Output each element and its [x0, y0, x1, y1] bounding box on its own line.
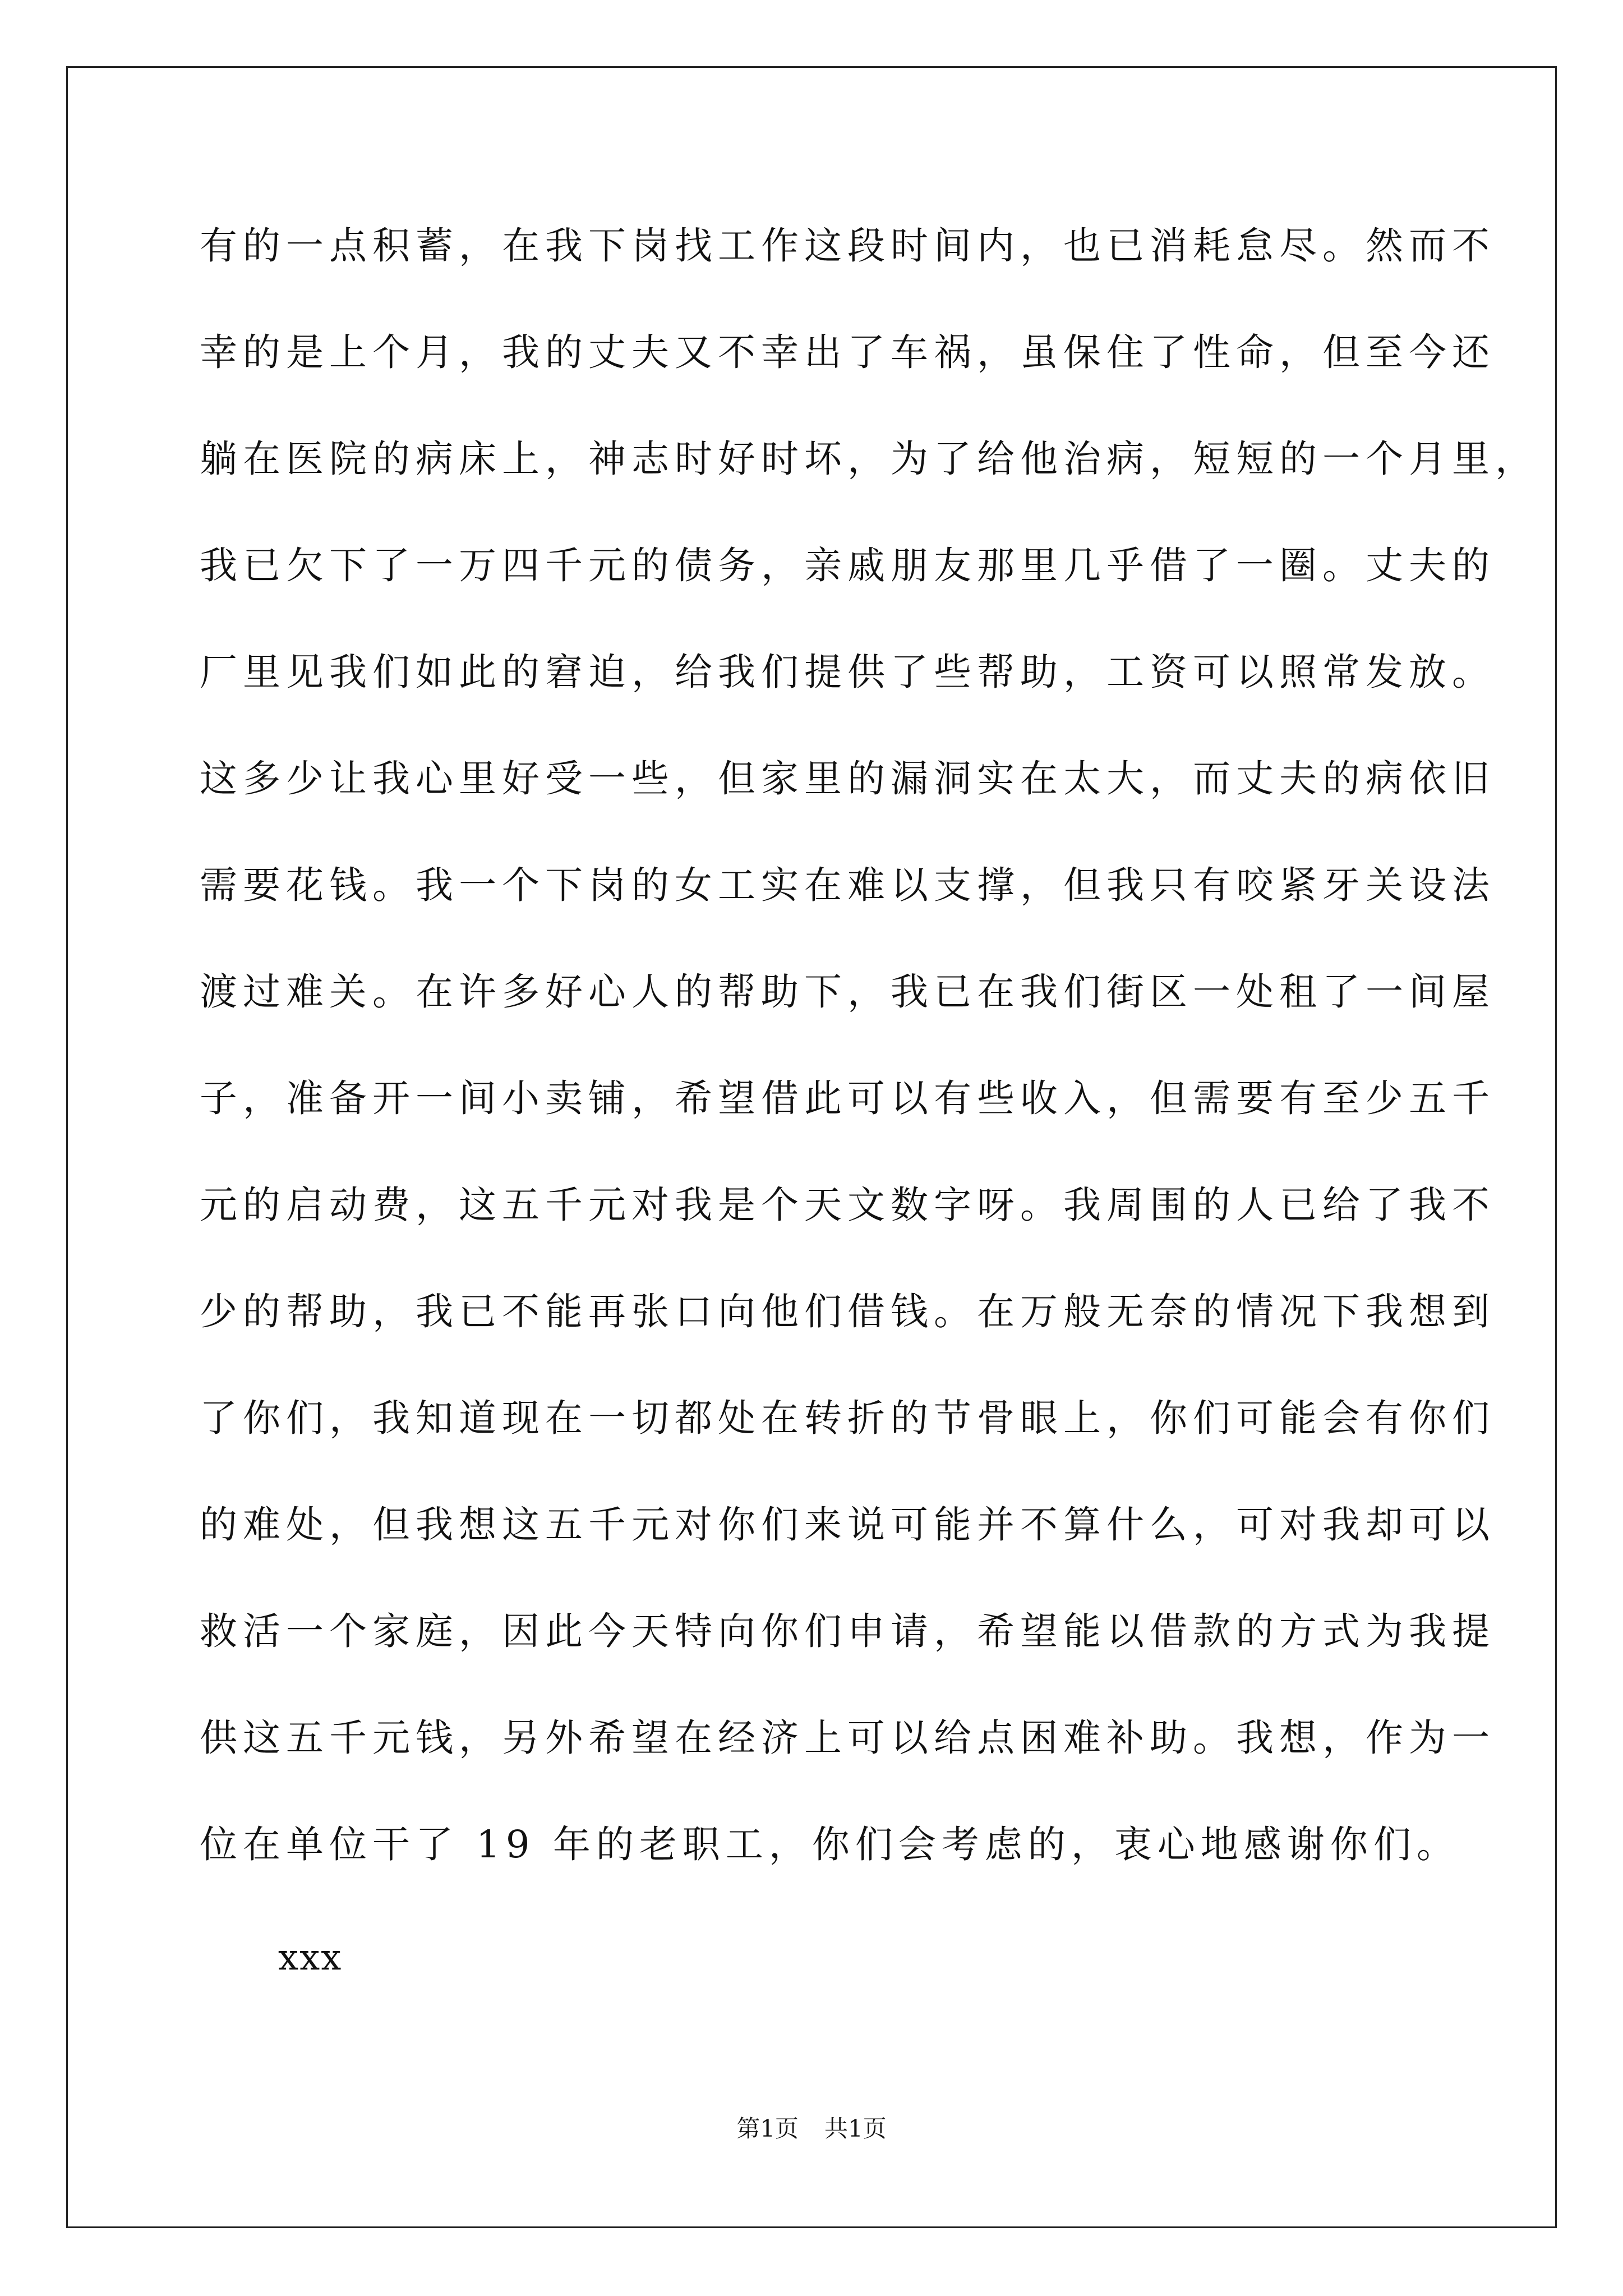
text-line: 幸的是上个月，我的丈夫又不幸出了车祸，虽保住了性命，但至今还: [200, 330, 1495, 374]
text-line: 了你们，我知道现在一切都处在转折的节骨眼上，你们可能会有你们: [200, 1396, 1495, 1440]
text-line: 有的一点积蓄，在我下岗找工作这段时间内，也已消耗怠尽。然而不: [200, 224, 1495, 268]
signature: xxx: [278, 1937, 343, 1978]
text-line: 我已欠下了一万四千元的债务，亲戚朋友那里几乎借了一圈。丈夫的: [200, 544, 1495, 587]
text-line: 厂里见我们如此的窘迫，给我们提供了些帮助，工资可以照常发放。: [200, 650, 1495, 694]
letter-body: [200, 218, 1538, 1923]
text-line: 救活一个家庭，因此今天特向你们申请，希望能以借款的方式为我提: [200, 1609, 1495, 1653]
text-line: 元的启动费，这五千元对我是个天文数字呀。我周围的人已给了我不: [200, 1183, 1495, 1227]
page-footer: [0, 2112, 1623, 2146]
text-line: 躺在医院的病床上，神志时好时坏，为了给他治病，短短的一个月里，: [200, 437, 1538, 481]
text-line: 需要花钱。我一个下岗的女工实在难以支撑，但我只有咬紧牙关设法: [200, 863, 1495, 907]
text-line: 子，准备开一间小卖铺，希望借此可以有些收入，但需要有至少五千: [200, 1076, 1495, 1120]
text-line: 位在单位干了 19 年的老职工，你们会考虑的，衷心地感谢你们。: [200, 1823, 1460, 1866]
text-line: 这多少让我心里好受一些，但家里的漏洞实在太大，而丈夫的病依旧: [200, 757, 1495, 800]
page-number: 第1页: [736, 2115, 799, 2142]
text-line: 供这五千元钱，另外希望在经济上可以给点困难补助。我想，作为一: [200, 1716, 1495, 1760]
text-line: 的难处，但我想这五千元对你们来说可能并不算什么，可对我却可以: [200, 1503, 1495, 1547]
text-line: 渡过难关。在许多好心人的帮助下，我已在我们街区一处租了一间屋: [200, 970, 1495, 1014]
page-total: 共1页: [824, 2115, 887, 2142]
text-line: 少的帮助，我已不能再张口向他们借钱。在万般无奈的情况下我想到: [200, 1290, 1495, 1333]
